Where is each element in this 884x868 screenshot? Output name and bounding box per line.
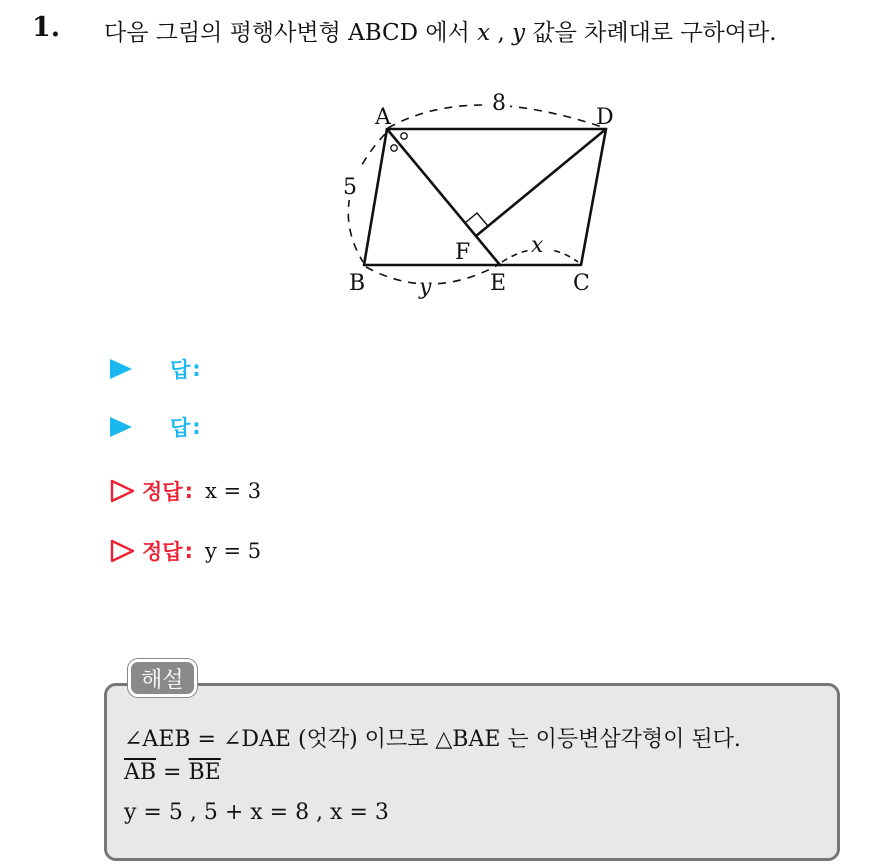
play-icon <box>110 359 132 379</box>
play-icon <box>110 417 132 437</box>
solution-tag: 해설 <box>128 659 197 697</box>
question-text-before: 다음 그림의 평행사변형 ABCD 에서 <box>104 20 470 46</box>
correct-colon: : <box>184 539 193 563</box>
angle-mark-2 <box>391 145 397 151</box>
question-text-after: 값을 차례대로 구하여라. <box>532 20 777 46</box>
correct-label: 정답 <box>142 540 183 564</box>
segment-AE <box>387 129 500 265</box>
label-F: F <box>455 240 471 265</box>
correct-colon: : <box>184 479 193 503</box>
answer-colon: : <box>192 357 201 381</box>
equals-sign: = <box>156 760 189 785</box>
segment-AB-overline: $\overline{AB}$ <box>124 760 157 785</box>
answer-colon: : <box>192 415 201 439</box>
solution-line-3: y = 5 , 5 + x = 8 , x = 3 <box>124 800 389 825</box>
answer-row-1 <box>110 352 201 386</box>
question-var-x: x <box>477 20 491 46</box>
label-D: D <box>596 105 614 130</box>
var-y: y <box>419 275 432 300</box>
question-text <box>104 14 777 47</box>
length-AB: 5 <box>343 175 357 200</box>
question-var-y: y <box>512 20 526 46</box>
question-comma: , <box>497 20 505 46</box>
correct-row-2 <box>110 534 261 568</box>
parallelogram-ABCD <box>364 129 606 265</box>
correct-value: y = 5 <box>204 539 262 563</box>
angle-mark-1 <box>401 133 407 139</box>
right-angle-mark <box>465 213 488 226</box>
solution-line-1: ∠AEB = ∠DAE (엇각) 이므로 △BAE 는 이등변삼각형이 된다. <box>124 727 741 752</box>
answer-label: 답 <box>170 358 191 382</box>
solution-line-2 <box>124 760 221 785</box>
question-number: 1. <box>32 12 61 43</box>
var-x: x <box>531 233 544 258</box>
segment-DF <box>476 129 606 236</box>
segment-BE-overline: $\overline{BE}$ <box>188 760 221 785</box>
correct-value: x = 3 <box>204 479 262 503</box>
label-A: A <box>375 105 391 130</box>
answer-label: 답 <box>170 416 191 440</box>
parallelogram-figure <box>330 84 630 304</box>
answer-row-2 <box>110 410 201 444</box>
correct-row-1 <box>110 474 261 508</box>
label-C: C <box>573 271 590 296</box>
label-E: E <box>490 271 507 296</box>
correct-label: 정답 <box>142 480 183 504</box>
outline-triangle-icon <box>110 479 136 503</box>
outline-triangle-icon <box>110 539 136 563</box>
length-AD: 8 <box>492 91 506 116</box>
label-B: B <box>349 271 366 296</box>
